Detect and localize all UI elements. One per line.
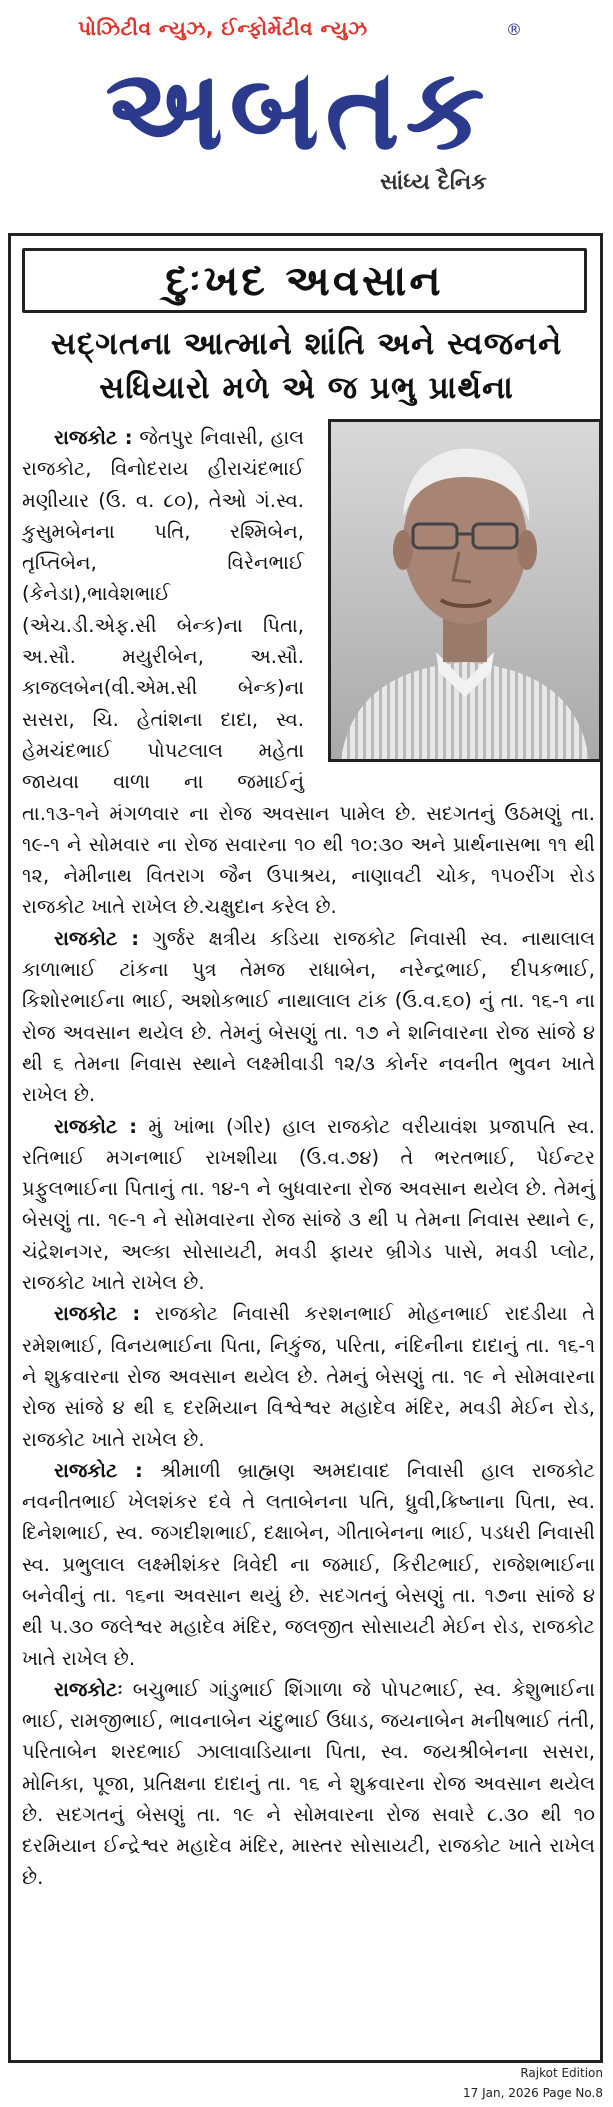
entry-text: મું ખાંભા (ગીર) હાલ રાજકોટ વરીયાવંશ પ્રજાપતિ સ્વ. રતિભાઈ મગનભાઈ રાખશીયા (ઉ.વ.૭૪) તે ભરતભાઈ, પેઈન્ટર પ્રફુલભાઈના પિતાનું તા. ૧૪-૧ ને બુધવારના રોજ અવસાન થયેલ છે. તેમનું બેસણું તા. ૧૯-૧ ને સોમવારના રોજ સાંજે ૩ થી ૫ તેમના નિવાસ સ્થાને ૯, ચંદ્રેશનગર, અલ્કા સોસાયટી, મવડી ફાયર બ્રીગેડ પાસે, મવડી પ્લોટ, રાજકોટ ખાતે રાખેલ છે. bbox=[22, 1114, 595, 1295]
obituary-entry-3 bbox=[22, 1111, 595, 1299]
obituary-entry-6 bbox=[22, 1674, 595, 1893]
edition-footer bbox=[463, 2063, 603, 2103]
edition-label: સાંધ્ય દૈનિક bbox=[380, 170, 487, 195]
entry-text: જેતપુર નિવાસી, હાલ રાજકોટ, વિનોદરાય હીરાચંદભાઈ મણીયાર (ઉ. વ. ૮૦), તેઓ ગં.સ્વ. કુસુમબેનના પતિ, રશ્મિબેન, તૃપ્તિબેન, વિરેનભાઈ (કેનેડા),ભાવેશભાઈ (એચ.ડી.એફ.સી બેન્ક)ના પિતા, અ.સૌ. મયુરીબેન, અ.સૌ. કાજલબેન(વી.એમ.સી બેન્ક)ના સસરા, ચિ. હેતાંશના દાદા, સ્વ. હેમચંદભાઈ પોપટલાલ મહેતા જાયવા વાળા ના જમાઈનું તા.૧૩-૧ને મંગળવાર ના રોજ અવસાન પામેલ છે. સદગતનું ઉઠમણું તા. ૧૯-૧ ને સોમવાર ના રોજ સવારના ૧૦ થી ૧૦:૩૦ અને પ્રાર્થનાસભા ૧૧ થી ૧૨, નેમીનાથ વિતરાગ જૈન ઉપાશ્રય, નાણાવટી ચોક, ૧૫૦રીંગ રોડ રાજકોટ ખાતે રાખેલ છે.ચક્ષુદાન કરેલ છે. bbox=[22, 426, 595, 919]
entry-location: રાજકોટ : bbox=[54, 1458, 143, 1482]
entry-location: રાજકોટ : bbox=[54, 1114, 138, 1138]
edition-name: Rajkot Edition bbox=[520, 2066, 603, 2080]
logo-text: અબતક bbox=[105, 50, 491, 168]
tagline: પોઝિટીવ ન્યુઝ, ઈન્ફોર્મેટીવ ન્યુઝ bbox=[78, 16, 368, 40]
obituary-entry-2 bbox=[22, 923, 595, 1111]
heading-box bbox=[22, 248, 587, 313]
entry-location: રાજકોટઃ bbox=[54, 1677, 123, 1701]
article-subheading bbox=[20, 322, 593, 410]
registered-mark-icon: ® bbox=[506, 20, 522, 39]
photo-spacer bbox=[312, 422, 595, 770]
entry-text: શ્રીમાળી બ્રાહ્મણ અમદાવાદ નિવાસી હાલ રાજકોટ નવનીતભાઈ ખેલશંકર દવે તે લતાબેનના પતિ, ધ્રુવી,ક્રિષ્નાના પિતા, સ્વ. દિનેશભાઈ, સ્વ. જગદીશભાઈ, દક્ષાબેન, ગીતાબેનના ભાઈ, પડધરી નિવાસી સ્વ. પ્રભુલાલ લક્ષ્મીશંકર ત્રિવેદી ના જમાઈ, કિરીટભાઈ, રાજેશભાઈના બનેવીનું તા. ૧૬ના અવસાન થયું છે. સદગતનું બેસણું તા. ૧૭ના સાંજે ૪ થી ૫.૩૦ જલેશ્વર મહાદેવ મંદિર, જલજીત સોસાયટી મેઈન રોડ, રાજકોટ ખાતે રાખેલ છે. bbox=[22, 1458, 595, 1670]
masthead bbox=[0, 0, 613, 215]
entry-location: રાજકોટ : bbox=[54, 426, 133, 449]
abtak-logo bbox=[78, 50, 518, 168]
entry-location: રાજકોટ : bbox=[54, 1302, 141, 1326]
entry-text: બચુભાઈ ગાંડુભાઈ શિંગાળા જે પોપટભાઈ, સ્વ. કેશુભાઈના ભાઈ, રામજીભાઈ, ભાવનાબેન ચંદુભાઈ ઉધાડ, જયનાબેન મનીષભાઈ તંતી, પરિતાબેન શરદભાઈ ઝાલાવાડિયાના પિતા, સ્વ. જયશ્રીબેનના સસરા, મોનિકા, પૂજા, પ્રતિક્ષના દાદાનું તા. ૧૬ ને શુક્રવારના રોજ અવસાન થયેલ છે. સદગતનું બેસણું તા. ૧૯ ને સોમવારના રોજ સવારે ૮.૩૦ થી ૧૦ દરમિયાન ઈન્દ્રેશ્વર મહાદેવ મંદિર, માસ્તર સોસાયટી, રાજકોટ ખાતે રાખેલ છે. bbox=[22, 1677, 595, 1889]
obituary-entry-5 bbox=[22, 1455, 595, 1674]
entry-location: રાજકોટ : bbox=[54, 926, 140, 950]
subheading-line-1: સદ્ગતના આત્માને શાંતિ અને સ્વજનને bbox=[50, 326, 563, 362]
article-heading: દુઃખદ અવસાન bbox=[165, 255, 444, 305]
obituary-body bbox=[22, 422, 595, 1893]
edition-date-page: 17 Jan, 2026 Page No.8 bbox=[463, 2086, 603, 2100]
subheading-line-2: સધિયારો મળે એ જ પ્રભુ પ્રાર્થના bbox=[99, 370, 514, 406]
entry-text: ગુર્જર ક્ષત્રીય કડિયા રાજકોટ નિવાસી સ્વ. નાથાલાલ કાળાભાઈ ટાંકના પુત્ર તેમજ રાધાબેન, નરેન્દ્રભાઈ, દીપકભાઈ, કિશોરભાઈના ભાઈ, અશોકભાઈ નાથાલાલ ટાંક (ઉ.વ.૬૦) નું તા. ૧૬-૧ ના રોજ અવસાન થયેલ છે. તેમનું બેસણું તા. ૧૭ ને શનિવારના રોજ સાંજે ૪ થી ૬ તેમના નિવાસ સ્થાને લક્ષ્મીવાડી ૧૨/૩ કોર્નર નવનીત ભુવન ખાતે રાખેલ છે. bbox=[22, 926, 595, 1107]
obituary-entry-4 bbox=[22, 1298, 595, 1454]
entry-text: રાજકોટ નિવાસી કરશનભાઈ મોહનભાઈ રાદડીયા તે રમેશભાઈ, વિનયભાઈના પિતા, નિકુંજ, પરિતા, નંદિનીના દાદાનું તા. ૧૬-૧ ને શુક્રવારના રોજ અવસાન થયેલ છે. તેમનું બેસણું તા. ૧૯ ને સોમવારના રોજ સાંજે ૪ થી ૬ દરમિયાન વિશ્વેશ્વર મહાદેવ મંદિર, મવડી મેઈન રોડ, રાજકોટ ખાતે રાખેલ છે. bbox=[22, 1302, 596, 1451]
